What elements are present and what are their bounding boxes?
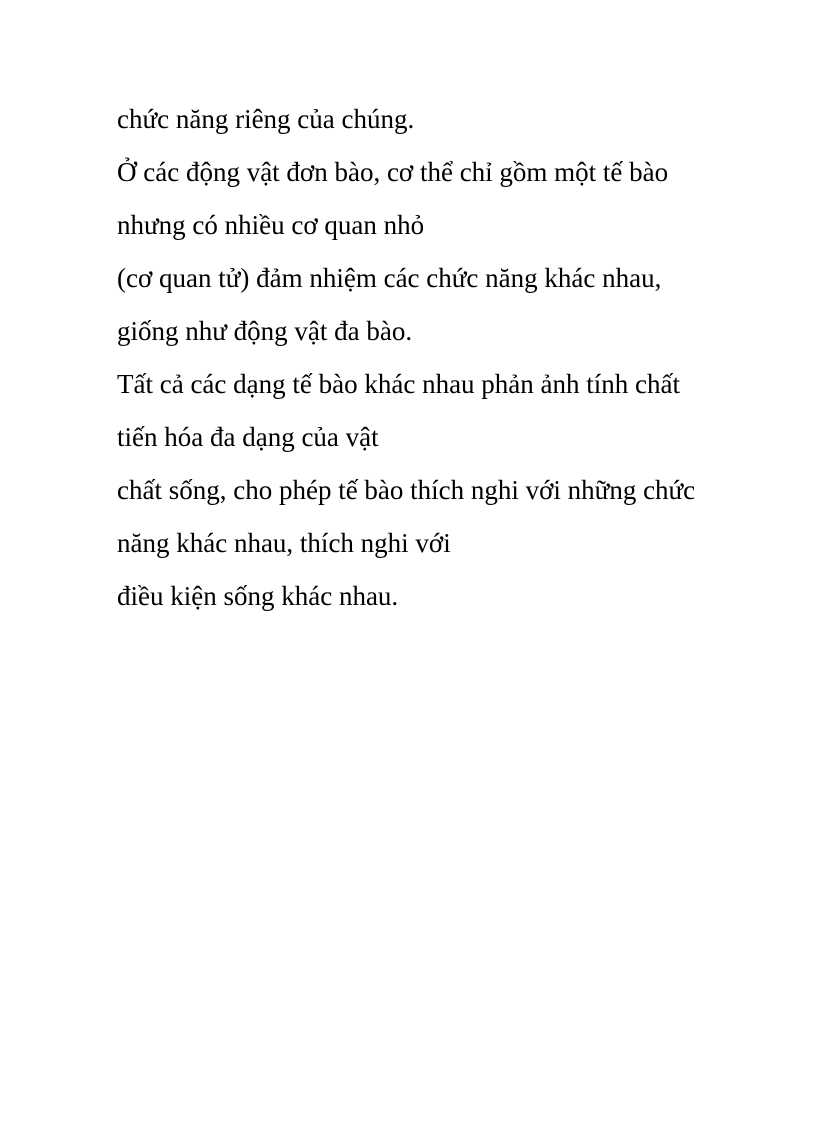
text-line: điều kiện sống khác nhau. [117, 581, 399, 611]
text-line: tiến hóa đa dạng của vật [117, 422, 379, 452]
text-line: chất sống, cho phép tế bào thích nghi với những chức [117, 475, 696, 505]
text-line: Ở các động vật đơn bào, cơ thể chỉ gồm một tế bào [117, 157, 669, 187]
paragraph [117, 472, 757, 562]
text-line: nhưng có nhiều cơ quan nhỏ [117, 210, 425, 240]
text-line: chức năng riêng của chúng. [117, 104, 415, 134]
paragraph [117, 578, 757, 615]
text-line: Tất cả các dạng tế bào khác nhau phản ảnh tính chất [117, 369, 680, 399]
document-body [117, 101, 757, 631]
paragraph [117, 366, 757, 456]
paragraph [117, 101, 757, 138]
text-line: (cơ quan tử) đảm nhiệm các chức năng khác nhau, [117, 263, 662, 293]
paragraph [117, 260, 757, 350]
paragraph [117, 154, 757, 244]
text-line: năng khác nhau, thích nghi với [117, 528, 451, 558]
text-line: giống như động vật đa bào. [117, 316, 413, 346]
